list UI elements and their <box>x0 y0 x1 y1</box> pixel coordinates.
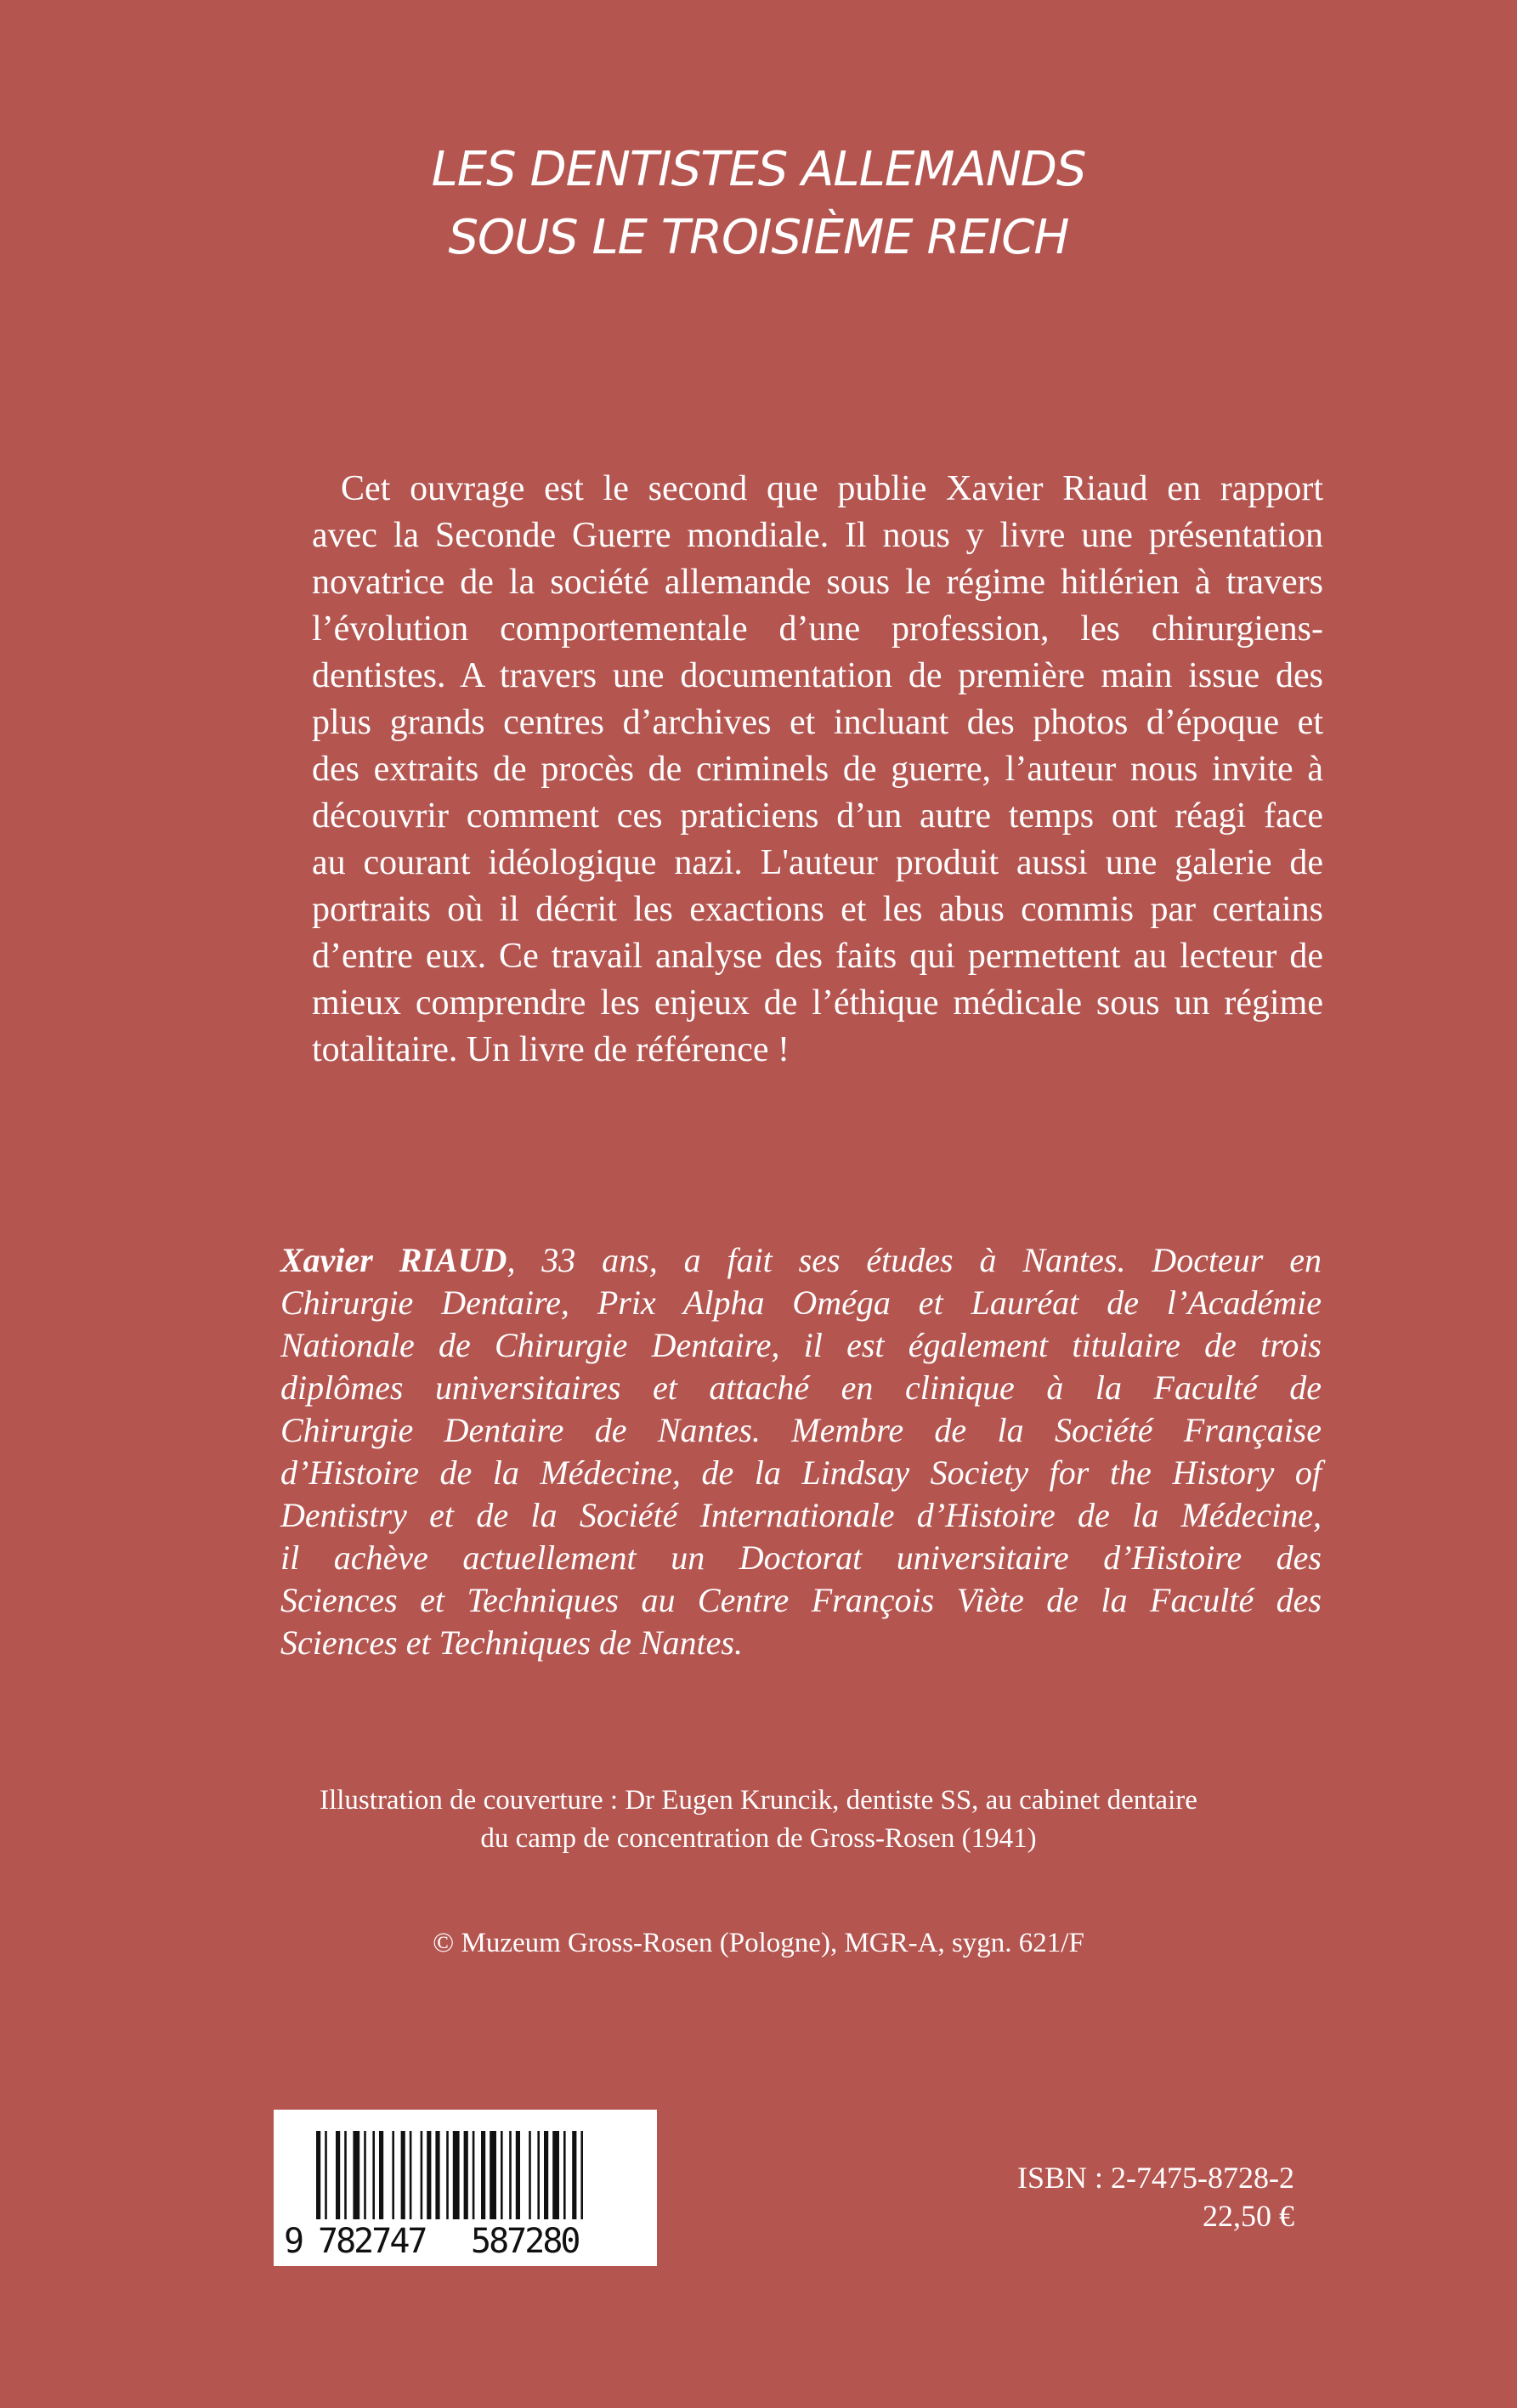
bio-line: Chirurgie Dentaire, Prix Alpha Oméga et Lauréat de l’Académie <box>280 1283 1322 1322</box>
bio-line: diplômes universitaires et attaché en clinique à la Faculté de <box>280 1368 1322 1407</box>
barcode-bar <box>580 2131 583 2219</box>
bio-line: d’Histoire de la Médecine, de la Lindsay Society for the History of <box>280 1453 1322 1492</box>
summary-line: totalitaire. Un livre de référence ! <box>312 1030 790 1069</box>
summary-line: dentistes. A travers une documentation de première main issue des <box>312 656 1323 695</box>
barcode-bar <box>552 2131 559 2219</box>
bio-line: il achève actuellement un Doctorat universitaire d’Histoire des <box>280 1538 1322 1577</box>
barcode-bar <box>379 2131 383 2219</box>
summary-line: d’entre eux. Ce travail analyse des faits qui permettent au lecteur de <box>312 937 1323 976</box>
barcode-digits-group-2: 587280 <box>471 2222 579 2261</box>
barcode-digit-first: 9 <box>284 2222 305 2261</box>
barcode-bar <box>446 2131 449 2219</box>
barcode-bar <box>336 2131 340 2219</box>
barcode-bar <box>353 2131 359 2219</box>
summary-line: découvrir comment ces praticiens d’un autre temps ont réagi face <box>312 796 1323 836</box>
barcode <box>274 2110 657 2266</box>
summary-line: des extraits de procès de criminels de guerre, l’auteur nous invite à <box>312 750 1323 789</box>
barcode-bar <box>490 2131 496 2219</box>
summary-line: au courant idéologique nazi. L'auteur produit aussi une galerie de <box>312 843 1323 882</box>
barcode-bar <box>509 2131 512 2219</box>
bio-first-line-rest: , 33 ans, a fait ses études à Nantes. Docteur en <box>507 1241 1322 1279</box>
bio-line: Sciences et Techniques de Nantes. <box>280 1623 743 1662</box>
barcode-bar <box>372 2131 375 2219</box>
summary-line: Cet ouvrage est le second que publie Xavier Riaud en rapport <box>341 469 1323 508</box>
copyright-notice: © Muzeum Gross-Rosen (Pologne), MGR-A, sygn. 621/F <box>433 1928 1084 1958</box>
barcode-bar <box>453 2131 460 2219</box>
barcode-bar <box>572 2131 576 2219</box>
illustration-credit-line-1: Illustration de couverture : Dr Eugen Kruncik, dentiste SS, au cabinet dentaire <box>320 1785 1197 1816</box>
summary-line: avec la Seconde Guerre mondiale. Il nous y livre une présentation <box>312 516 1323 555</box>
summary-paragraph <box>312 466 1323 1074</box>
summary-line: mieux comprendre les enjeux de l’éthique médicale sous un régime <box>312 983 1323 1023</box>
book-title-line-1: LES DENTISTES ALLEMANDS <box>431 142 1086 197</box>
price: 22,50 € <box>1203 2199 1294 2233</box>
barcode-bar <box>435 2131 439 2219</box>
barcode-bar <box>316 2131 320 2219</box>
summary-line: plus grands centres d’archives et incluant des photos d’époque et <box>312 703 1323 742</box>
author-name: Xavier RIAUD <box>280 1241 507 1279</box>
barcode-bar <box>563 2131 566 2219</box>
barcode-bar <box>364 2131 366 2219</box>
author-bio <box>280 1239 1322 1664</box>
barcode-bar <box>344 2131 347 2219</box>
summary-line: l’évolution comportementale d’une profession, les chirurgiens- <box>312 609 1323 649</box>
barcode-bar <box>529 2131 531 2219</box>
bio-line: Dentistry et de la Société Internationale d’Histoire de la Médecine, <box>280 1496 1322 1534</box>
illustration-credit-line-2: du camp de concentration de Gross-Rosen (1941) <box>480 1823 1037 1854</box>
barcode-bar <box>537 2131 540 2219</box>
illustration-credit <box>0 1782 1517 1858</box>
book-title-line-2: SOUS LE TROISIÈME REICH <box>448 210 1069 265</box>
bio-line <box>280 1239 1322 1282</box>
summary-line: portraits où il décrit les exactions et les abus commis par certains <box>312 890 1323 929</box>
bio-line: Sciences et Techniques au Centre François Viète de la Faculté des <box>280 1581 1322 1619</box>
bio-line: Nationale de Chirurgie Dentaire, il est également titulaire de trois <box>280 1326 1322 1364</box>
barcode-bar <box>427 2131 431 2219</box>
bio-line: Chirurgie Dentaire de Nantes. Membre de la Société Française <box>280 1411 1322 1449</box>
barcode-bar <box>421 2131 423 2219</box>
barcode-bar <box>464 2131 468 2219</box>
isbn-price <box>1017 2159 1294 2235</box>
barcode-bar <box>501 2131 503 2219</box>
isbn: ISBN : 2-7475-8728-2 <box>1017 2161 1294 2195</box>
summary-line: novatrice de la société allemande sous le régime hitlérien à travers <box>312 563 1323 602</box>
book-title <box>0 0 1517 272</box>
barcode-bar <box>401 2131 405 2219</box>
barcode-bar <box>410 2131 412 2219</box>
barcode-bar <box>516 2131 520 2219</box>
barcode-bar <box>325 2131 327 2219</box>
barcode-bar <box>473 2131 475 2219</box>
barcode-digits-group-1: 782747 <box>318 2222 426 2261</box>
barcode-bar <box>481 2131 485 2219</box>
barcode-bar <box>392 2131 394 2219</box>
barcode-bar <box>544 2131 548 2219</box>
bottom-row <box>0 2110 1517 2266</box>
